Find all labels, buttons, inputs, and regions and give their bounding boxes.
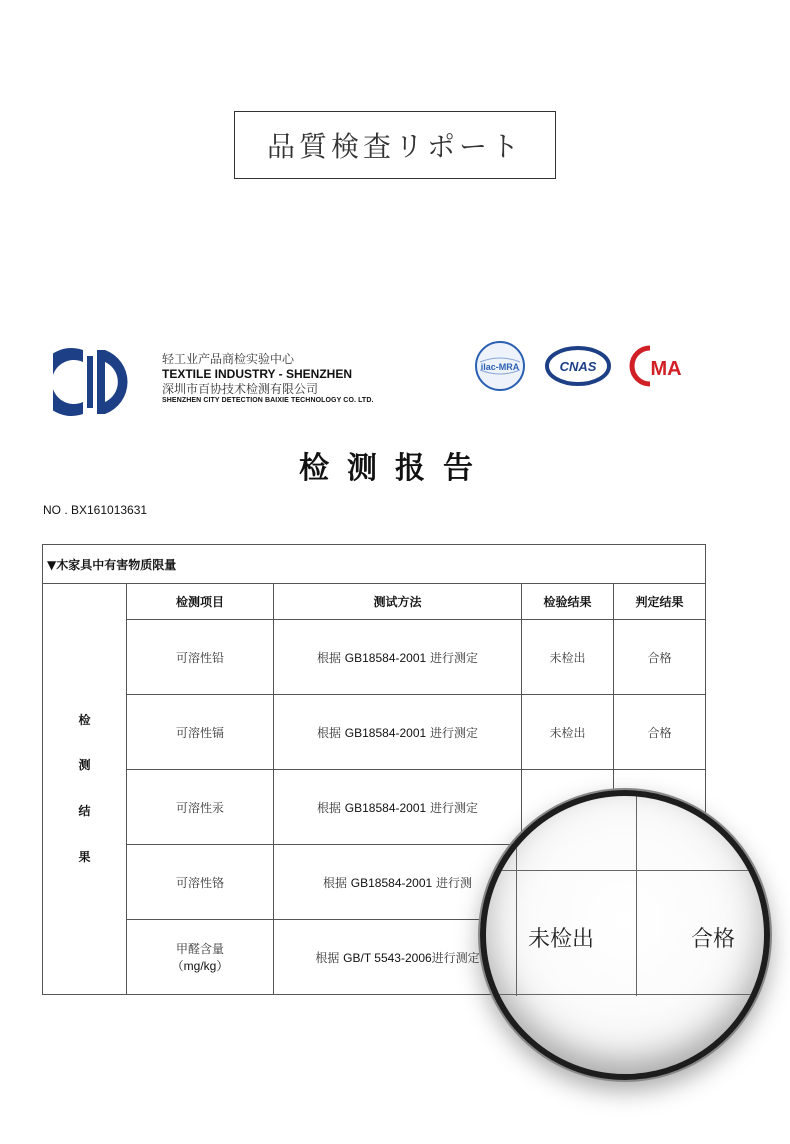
page-title: 品質検査リポート <box>234 111 556 179</box>
side-label-cell <box>43 584 127 995</box>
side-label-char: 果 <box>78 849 91 864</box>
test-item: 可溶性汞 <box>127 770 274 845</box>
side-label-char: 结 <box>78 804 91 818</box>
magnifier-divider <box>486 994 770 995</box>
table-row <box>43 695 706 770</box>
side-label-char: 测 <box>78 758 91 773</box>
test-result: 未检出 <box>522 620 614 695</box>
test-method: 根据 GB18584-2001 进行测 <box>274 845 522 920</box>
magnifier-lens <box>480 790 770 1080</box>
test-method: 根据 GB18584-2001 进行测定 <box>274 695 522 770</box>
test-method: 根据 GB18584-2001 进行测定 <box>274 620 522 695</box>
test-method: 根据 GB/T 5543-2006进行测定 <box>274 920 522 995</box>
test-judgement: 合格 <box>614 620 706 695</box>
table-caption: ▼木家具中有害物质限量 <box>43 545 706 584</box>
company-name-cn: 深圳市百协技术检测有限公司 <box>162 382 319 396</box>
magnifier-divider <box>516 796 517 996</box>
cnas-text: CNAS <box>559 359 597 374</box>
cnas-logo <box>544 342 612 390</box>
magnified-result: 未检出 <box>528 927 595 952</box>
ilac-mra-logo <box>474 340 526 392</box>
report-title: 检测报告 <box>299 451 491 486</box>
test-item: 可溶性铅 <box>127 620 274 695</box>
lab-info <box>162 352 374 406</box>
column-header: 检测项目 <box>127 584 274 620</box>
test-item: 可溶性镉 <box>127 695 274 770</box>
magnifier-divider <box>486 870 770 871</box>
test-item: 甲醛含量 （mg/kg） <box>127 920 274 995</box>
lab-name-cn: 轻工业产品商检实验中心 <box>162 352 295 366</box>
magnified-judgement: 合格 <box>691 927 736 952</box>
cma-text: MA <box>650 358 682 380</box>
magnifier-divider <box>636 796 637 996</box>
test-judgement: 合格 <box>614 695 706 770</box>
column-header: 测试方法 <box>274 584 522 620</box>
cma-logo <box>628 344 690 388</box>
table-row <box>43 620 706 695</box>
test-result: 未检出 <box>522 695 614 770</box>
lab-name-en: TEXTILE INDUSTRY - SHENZHEN <box>162 367 353 381</box>
test-method: 根据 GB18584-2001 进行测定 <box>274 770 522 845</box>
ilac-mra-text: ilac-MRA <box>480 362 520 372</box>
column-header: 判定结果 <box>614 584 706 620</box>
side-label-char: 检 <box>78 712 91 727</box>
company-name-en: SHENZHEN CITY DETECTION BAIXIE TECHNOLOGY CO. LTD. <box>162 397 374 404</box>
column-header: 检验结果 <box>522 584 614 620</box>
test-item: 可溶性铬 <box>127 845 274 920</box>
lab-logo <box>53 346 137 418</box>
report-number: NO . BX161013631 <box>43 503 148 517</box>
